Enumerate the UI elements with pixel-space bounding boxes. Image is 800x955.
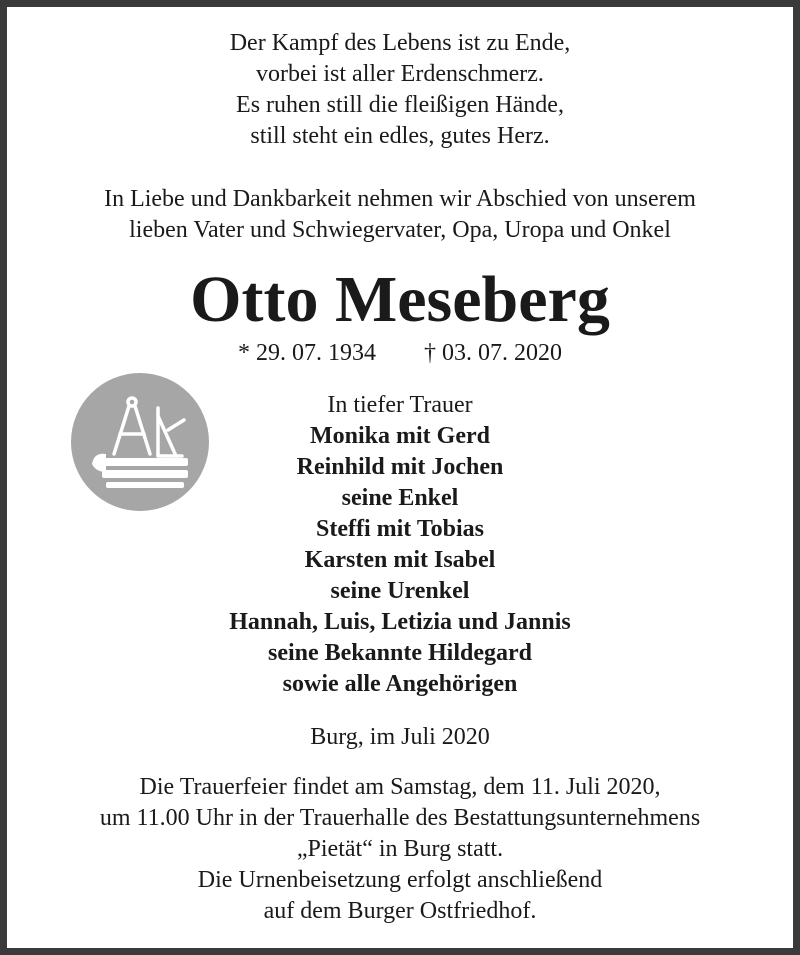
death-date: † 03. 07. 2020 [424, 340, 562, 366]
mourner-line: Monika mit Gerd [310, 423, 490, 449]
mourner-line: sowie alle Angehörigen [282, 671, 518, 697]
birth-date: * 29. 07. 1934 [238, 340, 376, 366]
deceased-name: Otto Meseberg [190, 263, 610, 336]
poem-line: Es ruhen still die fleißigen Hände, [236, 92, 564, 118]
poem-line: Der Kampf des Lebens ist zu Ende, [229, 30, 571, 56]
mourner-line: seine Urenkel [330, 578, 470, 604]
mourner-line: Karsten mit Isabel [304, 547, 496, 573]
intro-line: In Liebe und Dankbarkeit nehmen wir Abschied von unserem [104, 186, 696, 212]
life-dates [0, 338, 800, 368]
funeral-info-line: „Pietät“ in Burg statt. [296, 836, 504, 862]
mourner-line: seine Enkel [341, 485, 459, 511]
funeral-info-line: Die Trauerfeier findet am Samstag, dem 11. Juli 2020, [139, 774, 661, 800]
intro-line: lieben Vater und Schwiegervater, Opa, Uropa und Onkel [129, 217, 671, 243]
mourner-line: seine Bekannte Hildegard [267, 640, 532, 666]
funeral-info-line: auf dem Burger Ostfriedhof. [263, 898, 537, 924]
poem-line: vorbei ist aller Erdenschmerz. [256, 61, 544, 87]
mourner-line: Hannah, Luis, Letizia und Jannis [229, 609, 571, 635]
mourners-intro: In tiefer Trauer [327, 392, 473, 418]
funeral-info-line: um 11.00 Uhr in der Trauerhalle des Bestattungsunternehmens [99, 805, 701, 831]
mourner-line: Steffi mit Tobias [315, 516, 485, 542]
funeral-info-line: Die Urnenbeisetzung erfolgt anschließend [197, 867, 603, 893]
poem-line: still steht ein edles, gutes Herz. [250, 123, 550, 149]
place-date: Burg, im Juli 2020 [310, 724, 490, 750]
mourner-line: Reinhild mit Jochen [296, 454, 504, 480]
